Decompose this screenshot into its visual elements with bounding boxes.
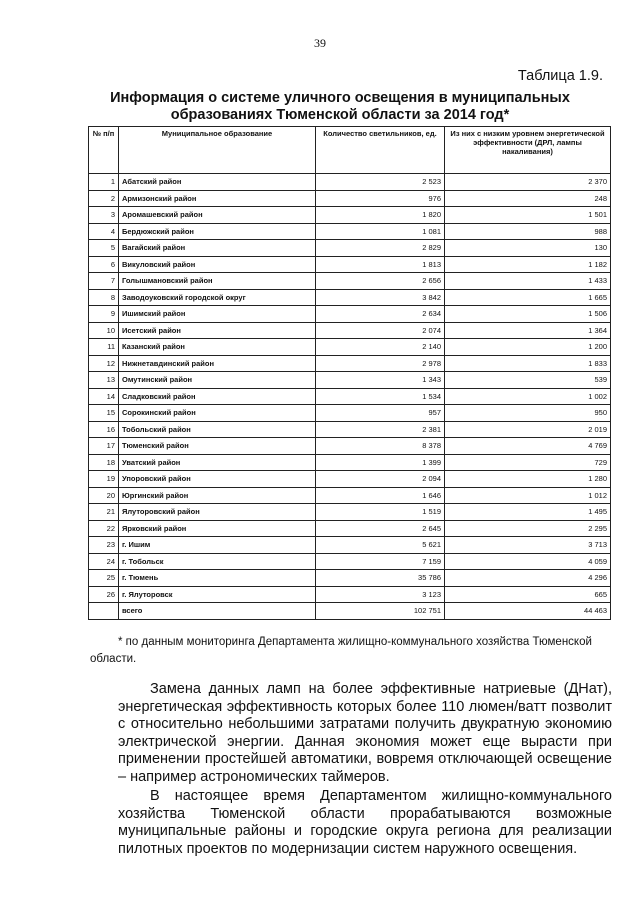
municipality-cell: всего — [119, 603, 316, 620]
municipality-cell: Сладковский район — [119, 388, 316, 405]
footnote — [90, 634, 612, 668]
low-efficiency-cell: 1 665 — [445, 289, 611, 306]
lamp-count-cell: 2 656 — [316, 273, 445, 290]
lamp-count-cell: 1 519 — [316, 504, 445, 521]
municipality-cell: Исетский район — [119, 322, 316, 339]
table-row — [89, 322, 611, 339]
low-efficiency-cell: 1 280 — [445, 471, 611, 488]
row-number-cell: 9 — [89, 306, 119, 323]
low-efficiency-cell: 130 — [445, 240, 611, 257]
table-row — [89, 207, 611, 224]
low-efficiency-cell: 1 433 — [445, 273, 611, 290]
row-number-cell: 2 — [89, 190, 119, 207]
row-number-cell: 3 — [89, 207, 119, 224]
row-number-cell: 12 — [89, 355, 119, 372]
municipality-cell: Абатский район — [119, 174, 316, 191]
municipality-cell: Тобольский район — [119, 421, 316, 438]
lamp-count-cell: 2 523 — [316, 174, 445, 191]
municipality-cell: Омутинский район — [119, 372, 316, 389]
lamp-count-cell: 1 813 — [316, 256, 445, 273]
table-row — [89, 438, 611, 455]
lamp-count-cell: 2 634 — [316, 306, 445, 323]
low-efficiency-cell: 1 200 — [445, 339, 611, 356]
paragraph: Замена данных ламп на более эффективные натриевые (ДНат), энергетическая эффективность которых более 110 люмен/ватт позволит с относительно небольшими затратами получить двукратную экономию электрической энергии. Данная экономия может еще вырасти при применении простейшей автоматики, вовремя отключающей освещение – например астрономических таймеров. — [118, 681, 612, 785]
header-low-efficiency: Из них с низким уровнем энергетической эффективности (ДРЛ, лампы накаливания) — [445, 127, 611, 174]
table-row — [89, 273, 611, 290]
row-number-cell: 24 — [89, 553, 119, 570]
table-row — [89, 405, 611, 422]
table-row — [89, 570, 611, 587]
low-efficiency-cell: 4 769 — [445, 438, 611, 455]
table-row — [89, 289, 611, 306]
lamp-count-cell: 8 378 — [316, 438, 445, 455]
municipality-cell: Уватский район — [119, 454, 316, 471]
low-efficiency-cell: 248 — [445, 190, 611, 207]
table-row — [89, 174, 611, 191]
lamp-count-cell: 957 — [316, 405, 445, 422]
table-row — [89, 355, 611, 372]
row-number-cell: 18 — [89, 454, 119, 471]
row-number-cell: 23 — [89, 537, 119, 554]
lamp-count-cell: 2 645 — [316, 520, 445, 537]
low-efficiency-cell: 1 182 — [445, 256, 611, 273]
row-number-cell: 6 — [89, 256, 119, 273]
row-number-cell: 22 — [89, 520, 119, 537]
row-number-cell: 5 — [89, 240, 119, 257]
row-number-cell: 7 — [89, 273, 119, 290]
municipality-cell: г. Ялуторовск — [119, 586, 316, 603]
table-row — [89, 306, 611, 323]
lamp-count-cell: 102 751 — [316, 603, 445, 620]
low-efficiency-cell: 1 506 — [445, 306, 611, 323]
lamp-count-cell: 3 842 — [316, 289, 445, 306]
table-row — [89, 190, 611, 207]
low-efficiency-cell: 2 295 — [445, 520, 611, 537]
page-number: 39 — [314, 36, 326, 50]
table-row — [89, 388, 611, 405]
table-header-row — [89, 127, 611, 174]
row-number-cell: 20 — [89, 487, 119, 504]
municipality-cell: Упоровский район — [119, 471, 316, 488]
lamp-count-cell: 2 381 — [316, 421, 445, 438]
header-number: № п/п — [89, 127, 119, 174]
lamp-count-cell: 7 159 — [316, 553, 445, 570]
lamp-count-cell: 1 399 — [316, 454, 445, 471]
municipality-cell: Юргинский район — [119, 487, 316, 504]
row-number-cell: 17 — [89, 438, 119, 455]
low-efficiency-cell: 3 713 — [445, 537, 611, 554]
row-number-cell: 15 — [89, 405, 119, 422]
municipality-cell: Викуловский район — [119, 256, 316, 273]
lamp-count-cell: 2 140 — [316, 339, 445, 356]
municipality-cell: г. Тюмень — [119, 570, 316, 587]
table-row — [89, 421, 611, 438]
lamp-count-cell: 5 621 — [316, 537, 445, 554]
municipality-cell: Сорокинский район — [119, 405, 316, 422]
low-efficiency-cell: 4 296 — [445, 570, 611, 587]
lamp-count-cell: 1 534 — [316, 388, 445, 405]
lamp-count-cell: 2 074 — [316, 322, 445, 339]
municipality-cell: Заводоуковский городской округ — [119, 289, 316, 306]
row-number-cell: 19 — [89, 471, 119, 488]
lamp-count-cell: 1 343 — [316, 372, 445, 389]
municipality-cell: Аромашевский район — [119, 207, 316, 224]
lamp-count-cell: 3 123 — [316, 586, 445, 603]
table-row — [89, 256, 611, 273]
table-row — [89, 487, 611, 504]
row-number-cell: 8 — [89, 289, 119, 306]
row-number-cell: 1 — [89, 174, 119, 191]
paragraph: В настоящее время Департаментом жилищно-коммунального хозяйства Тюменской области прорабатываются возможные муниципальные районы и городские округа региона для реализации пилотных проектов по модернизации систем наружного освещения. — [118, 788, 612, 857]
table-row — [89, 339, 611, 356]
municipality-cell: Тюменский район — [119, 438, 316, 455]
low-efficiency-cell: 1 002 — [445, 388, 611, 405]
table-row — [89, 586, 611, 603]
table-row — [89, 471, 611, 488]
row-number-cell: 14 — [89, 388, 119, 405]
lamp-count-cell: 1 081 — [316, 223, 445, 240]
low-efficiency-cell: 1 495 — [445, 504, 611, 521]
municipality-cell: Голышмановский район — [119, 273, 316, 290]
table-row — [89, 603, 611, 620]
footnote-line: * по данным мониторинга Департамента жилищно-коммунального хозяйства Тюменской — [118, 636, 592, 648]
header-municipality: Муниципальное образование — [119, 127, 316, 174]
low-efficiency-cell: 1 364 — [445, 322, 611, 339]
lamp-count-cell: 976 — [316, 190, 445, 207]
table-title: Информация о системе уличного освещения в муниципальных образованиях Тюменской области за 2014 год* — [110, 90, 570, 123]
table-row — [89, 504, 611, 521]
municipality-cell: г. Тобольск — [119, 553, 316, 570]
row-number-cell: 13 — [89, 372, 119, 389]
row-number-cell: 4 — [89, 223, 119, 240]
low-efficiency-cell: 1 833 — [445, 355, 611, 372]
municipality-cell: Армизонский район — [119, 190, 316, 207]
low-efficiency-cell: 665 — [445, 586, 611, 603]
municipality-cell: Ишимский район — [119, 306, 316, 323]
lamp-count-cell: 2 978 — [316, 355, 445, 372]
municipality-cell: Ярковский район — [119, 520, 316, 537]
municipality-cell: Бердюжский район — [119, 223, 316, 240]
row-number-cell: 10 — [89, 322, 119, 339]
municipality-cell: Нижнетавдинский район — [119, 355, 316, 372]
municipality-cell: Вагайский район — [119, 240, 316, 257]
footnote-line: области. — [90, 653, 137, 665]
table-row — [89, 454, 611, 471]
municipality-cell: г. Ишим — [119, 537, 316, 554]
table-row — [89, 537, 611, 554]
table-reference: Таблица 1.9. — [517, 68, 603, 84]
row-number-cell — [89, 603, 119, 620]
lighting-table — [88, 126, 611, 620]
table-row — [89, 223, 611, 240]
low-efficiency-cell: 729 — [445, 454, 611, 471]
low-efficiency-cell: 988 — [445, 223, 611, 240]
low-efficiency-cell: 539 — [445, 372, 611, 389]
header-lamp-count: Количество светильников, ед. — [316, 127, 445, 174]
lamp-count-cell: 2 094 — [316, 471, 445, 488]
table-body — [89, 174, 611, 620]
lamp-count-cell: 35 786 — [316, 570, 445, 587]
lamp-count-cell: 2 829 — [316, 240, 445, 257]
row-number-cell: 11 — [89, 339, 119, 356]
municipality-cell: Ялуторовский район — [119, 504, 316, 521]
row-number-cell: 16 — [89, 421, 119, 438]
low-efficiency-cell: 1 501 — [445, 207, 611, 224]
municipality-cell: Казанский район — [119, 339, 316, 356]
low-efficiency-cell: 2 370 — [445, 174, 611, 191]
row-number-cell: 21 — [89, 504, 119, 521]
row-number-cell: 26 — [89, 586, 119, 603]
table-row — [89, 372, 611, 389]
low-efficiency-cell: 1 012 — [445, 487, 611, 504]
lamp-count-cell: 1 820 — [316, 207, 445, 224]
table-row — [89, 240, 611, 257]
low-efficiency-cell: 44 463 — [445, 603, 611, 620]
low-efficiency-cell: 2 019 — [445, 421, 611, 438]
lamp-count-cell: 1 646 — [316, 487, 445, 504]
table-row — [89, 520, 611, 537]
row-number-cell: 25 — [89, 570, 119, 587]
table-row — [89, 553, 611, 570]
low-efficiency-cell: 950 — [445, 405, 611, 422]
low-efficiency-cell: 4 059 — [445, 553, 611, 570]
